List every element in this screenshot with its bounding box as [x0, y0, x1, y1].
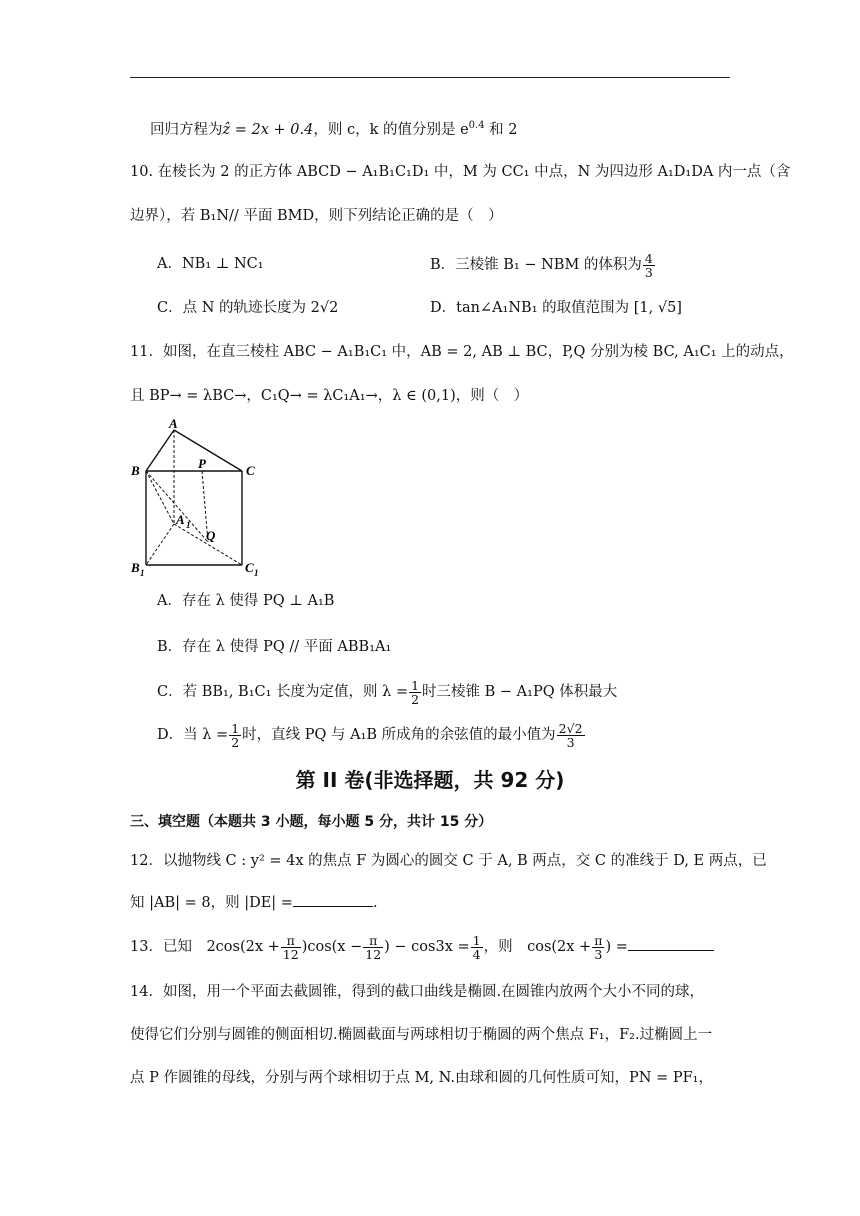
- q10-b-numerator: 4: [644, 250, 653, 266]
- label-B1: B: [131, 560, 140, 575]
- q11-d-denominator1: 2: [231, 734, 240, 750]
- q10-option-b-text: B．三棱锥 B₁ − NBM 的体积为: [430, 257, 642, 273]
- q13-one: 1: [472, 932, 481, 948]
- q13-text-mid2: ) − cos3x =: [384, 939, 470, 955]
- q10-stem-line2: 边界），若 B₁N// 平面 BMD，则下列结论正确的是（ ）: [130, 208, 503, 224]
- q11-d-fraction1: [229, 722, 241, 749]
- q11-d-text-mid: 时，直线 PQ 与 A₁B 所成角的余弦值的最小值为: [242, 727, 556, 743]
- q9-text-pre: 回归方程为: [150, 122, 223, 138]
- prism-figure: [128, 418, 268, 578]
- label-C1: C: [245, 560, 254, 575]
- q11-c-fraction: [409, 679, 421, 706]
- q10-stem-line1: 10. 在棱长为 2 的正方体 ABCD − A₁B₁C₁D₁ 中，M 为 CC₁ 中点，N 为四边形 A₁D₁DA 内一点（含: [130, 164, 791, 180]
- q9-equation: ẑ = 2x + 0.4: [222, 122, 314, 138]
- q9-text-post: ，则 c，k 的值分别是 e: [313, 122, 469, 138]
- q11-stem-line1: 11．如图，在直三棱柱 ABC − A₁B₁C₁ 中，AB = 2, AB ⊥ BC，P,Q 分别为棱 BC, A₁C₁ 上的动点，: [130, 344, 794, 360]
- q12-line1: 12．以抛物线 C : y² = 4x 的焦点 F 为圆心的圆交 C 于 A, B 两点，交 C 的准线于 D, E 两点，已: [130, 853, 767, 869]
- q13-fraction3: [471, 934, 483, 961]
- q13-pi2: π: [363, 934, 383, 948]
- q10-option-d: D．tan∠A₁NB₁ 的取值范围为 [1, √5]: [430, 300, 682, 316]
- label-B1-sub: 1: [140, 568, 145, 578]
- q11-option-b: B．存在 λ 使得 PQ // 平面 ABB₁A₁: [157, 639, 392, 655]
- segment-BQ: [146, 471, 208, 542]
- q11-option-d: [157, 720, 586, 750]
- q11-d-numerator2: 2√2: [558, 720, 583, 736]
- label-B: B: [131, 463, 140, 478]
- q13-line: [130, 932, 714, 962]
- q11-d-fraction2: [557, 722, 585, 749]
- q13-text-end: ) =: [605, 939, 628, 955]
- q13-pi3: π: [594, 932, 603, 948]
- q13-text-mid1: )cos(x −: [301, 939, 363, 955]
- q12-line2: [130, 893, 378, 913]
- q14-line2: 使得它们分别与圆锥的侧面相切.椭圆截面与两球相切于椭圆的两个焦点 F₁，F₂.过椭圆上一: [130, 1027, 713, 1043]
- q13-fraction1: [281, 934, 301, 961]
- q11-option-c: [157, 677, 617, 707]
- q9-text-end: 和 2: [484, 122, 518, 138]
- edge-AB: [146, 430, 174, 471]
- q11-d-denominator2: 3: [566, 734, 575, 750]
- q13-fraction2: [363, 934, 383, 961]
- q9-exponent: 0.4: [468, 120, 485, 131]
- q11-c-numerator: 1: [411, 677, 420, 693]
- q11-stem-line2: 且 BP→ = λBC→，C₁Q→ = λC₁A₁→，λ ∈ (0,1)，则（ ）: [130, 388, 529, 404]
- q13-den12-a: 12: [282, 946, 299, 962]
- q14-line3: 点 P 作圆锥的母线，分别与两个球相切于点 M, N.由球和圆的几何性质可知，PN = PF₁，: [130, 1070, 713, 1086]
- q11-option-a: A．存在 λ 使得 PQ ⊥ A₁B: [157, 593, 335, 609]
- q13-fraction4: [592, 934, 604, 961]
- q13-three: 3: [594, 946, 603, 962]
- label-P: P: [198, 456, 206, 471]
- q10-option-c: C．点 N 的轨迹长度为 2√2: [157, 300, 339, 316]
- q10-option-b-fraction: [643, 252, 655, 279]
- label-Q: Q: [206, 528, 216, 543]
- label-A: A: [169, 418, 178, 431]
- q11-d-numerator1: 1: [231, 720, 240, 736]
- q13-text-pre: 13．已知 2cos(2x +: [130, 939, 280, 955]
- q10-b-denominator: 3: [644, 264, 653, 280]
- label-A1-sub: 1: [186, 520, 191, 530]
- q12-line2-end: .: [372, 895, 378, 911]
- q12-line2-text: 知 |AB| = 8，则 |DE| =: [130, 895, 293, 911]
- q13-answer-blank[interactable]: [628, 950, 714, 951]
- q13-pi1: π: [281, 934, 301, 948]
- q13-den12-b: 12: [365, 946, 382, 962]
- edge-A1B1: [146, 524, 174, 565]
- q11-d-text-pre: D．当 λ =: [157, 727, 229, 743]
- edge-AC: [174, 430, 242, 471]
- q12-answer-blank[interactable]: [293, 906, 373, 907]
- q9-tail-line: [150, 116, 518, 140]
- q11-c-text-pre: C．若 BB₁, B₁C₁ 长度为定值，则 λ =: [157, 684, 409, 700]
- section-title: 第 II 卷(非选择题，共 92 分): [295, 768, 565, 792]
- q13-four: 4: [472, 946, 481, 962]
- q13-text-mid3: ，则 cos(2x +: [483, 939, 592, 955]
- label-C1-sub: 1: [254, 568, 259, 578]
- q14-line1: 14．如图，用一个平面去截圆锥，得到的截口曲线是椭圆.在圆锥内放两个大小不同的球，: [130, 984, 705, 1000]
- label-A1: A: [176, 512, 185, 527]
- label-C: C: [246, 463, 255, 478]
- q10-option-a: A．NB₁ ⊥ NC₁: [157, 256, 264, 272]
- section-heading: 三、填空题（本题共 3 小题，每小题 5 分，共计 15 分）: [130, 814, 493, 830]
- q10-option-b: [430, 250, 656, 280]
- q11-c-denominator: 2: [411, 691, 420, 707]
- q11-c-text-post: 时三棱锥 B − A₁PQ 体积最大: [422, 684, 618, 700]
- header-rule: [130, 77, 730, 78]
